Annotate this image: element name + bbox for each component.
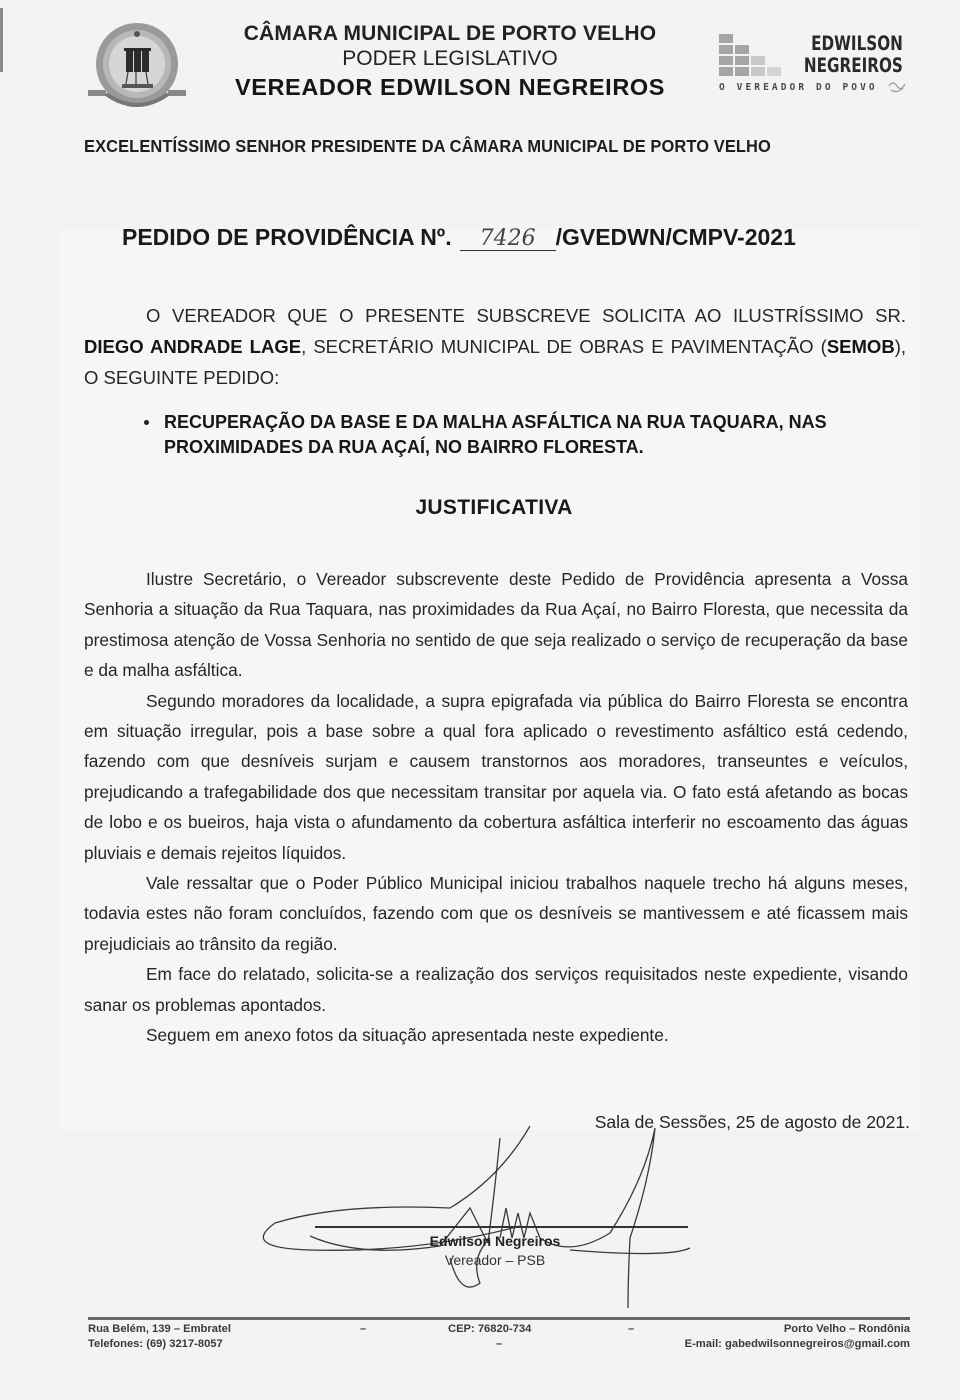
footer-separator: –	[628, 1323, 635, 1335]
signer-role: Vereador – PSB	[444, 1252, 546, 1268]
request-item: RECUPERAÇÃO DA BASE E DA MALHA ASFÁLTICA NA RUA TAQUARA, NAS PROXIMIDADES DA RUA AÇAÍ, NO BAIRRO FLORESTA.	[140, 410, 910, 460]
footer-email: E-mail: gabedwilsonnegreiros@gmail.com	[684, 1337, 910, 1350]
brand-name-last: NEGREIROS	[804, 54, 903, 77]
agency-acronym: SEMOB	[826, 336, 895, 357]
letterhead-councilor: VEREADOR EDWILSON NEGREIROS	[234, 74, 666, 100]
brand-name-first: EDWILSON	[811, 32, 903, 55]
title-suffix: /GVEDWN/CMPV-2021	[555, 224, 796, 250]
justification-paragraph: Ilustre Secretário, o Vereador subscrevente deste Pedido de Providência apresenta a Vossa Senhoria a situação da Rua Taquara, nas proximidades da Rua Açaí, no Bairro Floresta, que necessita da prestimosa atenção de Vossa Senhoria no sentido de que seja realizado o serviço de recuperação da base e da malha asfáltica.	[84, 569, 908, 681]
chamber-seal-icon	[86, 20, 188, 112]
handwritten-signature-icon	[250, 1118, 700, 1308]
intro-text-middle: , SECRETÁRIO MUNICIPAL DE OBRAS E PAVIMENTAÇÃO (	[301, 336, 827, 357]
councilor-brand-logo	[715, 30, 915, 105]
addressee-line: EXCELENTÍSSIMO SENHOR PRESIDENTE DA CÂMARA MUNICIPAL DE PORTO VELHO	[84, 136, 771, 156]
justification-body	[84, 564, 908, 1051]
request-number-handwritten: 7426	[460, 228, 556, 251]
document-title	[122, 224, 796, 251]
scan-edge-mark	[0, 8, 3, 72]
brand-name	[804, 33, 903, 77]
justification-paragraph: Em face do relatado, solicita-se a realização dos serviços requisitados neste expediente, visando sanar os problemas apontados.	[84, 964, 908, 1015]
intro-text-start: O VEREADOR QUE O PRESENTE SUBSCREVE SOLICITA AO ILUSTRÍSSIMO SR.	[146, 305, 906, 326]
footer-separator: –	[496, 1337, 503, 1350]
footer-phones: Telefones: (69) 3217-8057	[88, 1337, 223, 1350]
signer-name: Edwilson Negreiros	[429, 1233, 561, 1249]
letterhead	[200, 20, 700, 103]
justification-paragraph: Segundo moradores da localidade, a supra epigrafada via pública do Bairro Floresta se encontra em situação irregular, pois a base sobre a qual fora aplicado o revestimento asfáltico está cedendo, fazendo com que desníveis surjam e causem transtornos aos moradores, transeuntes e veículos, prejudicando a trafegabilidade dos que necessitam transitar por aquela via. O fato está afetando as bocas de lobo e os bueiros, haja vista o afundamento da cobertura asfáltica interferir no escoamento das águas pluviais e demais rejeitos líquidos.	[84, 690, 908, 863]
footer-row-address	[88, 1322, 910, 1337]
footer	[88, 1322, 910, 1351]
signature-line	[315, 1226, 688, 1228]
recipient-name: DIEGO ANDRADE LAGE	[84, 336, 302, 357]
footer-address: Rua Belém, 139 – Embratel	[88, 1323, 232, 1335]
title-prefix: PEDIDO DE PROVIDÊNCIA Nº.	[122, 224, 452, 250]
brand-tagline: O VEREADOR DO POVO	[719, 82, 878, 93]
request-list	[140, 410, 910, 460]
signer-block	[400, 1233, 590, 1270]
footer-divider	[88, 1317, 910, 1320]
justification-paragraph: Vale ressaltar que o Poder Público Municipal iniciou trabalhos naquele trecho há alguns meses, todavia estes não foram concluídos, fazendo com que os desníveis se mantivessem e até ficassem mais prejudiciais ao trânsito da região.	[84, 873, 908, 954]
footer-separator: –	[360, 1323, 367, 1335]
justification-paragraph: Seguem em anexo fotos da situação apresentada neste expediente.	[146, 1025, 669, 1046]
footer-row-contact	[88, 1337, 910, 1352]
footer-city: Porto Velho – Rondônia	[783, 1323, 910, 1335]
bar-graphic-icon	[719, 34, 789, 79]
handshake-doodle-icon	[887, 78, 907, 94]
footer-cep: CEP: 76820-734	[448, 1323, 532, 1335]
letterhead-institution: CÂMARA MUNICIPAL DE PORTO VELHO	[243, 22, 657, 45]
intro-paragraph	[84, 300, 906, 393]
intro-text-end: ), O SEGUINTE PEDIDO:	[84, 336, 906, 388]
justification-heading: JUSTIFICATIVA	[415, 496, 573, 519]
closing-date-line: Sala de Sessões, 25 de agosto de 2021.	[594, 1112, 910, 1132]
letterhead-branch: PODER LEGISLATIVO	[342, 47, 558, 70]
